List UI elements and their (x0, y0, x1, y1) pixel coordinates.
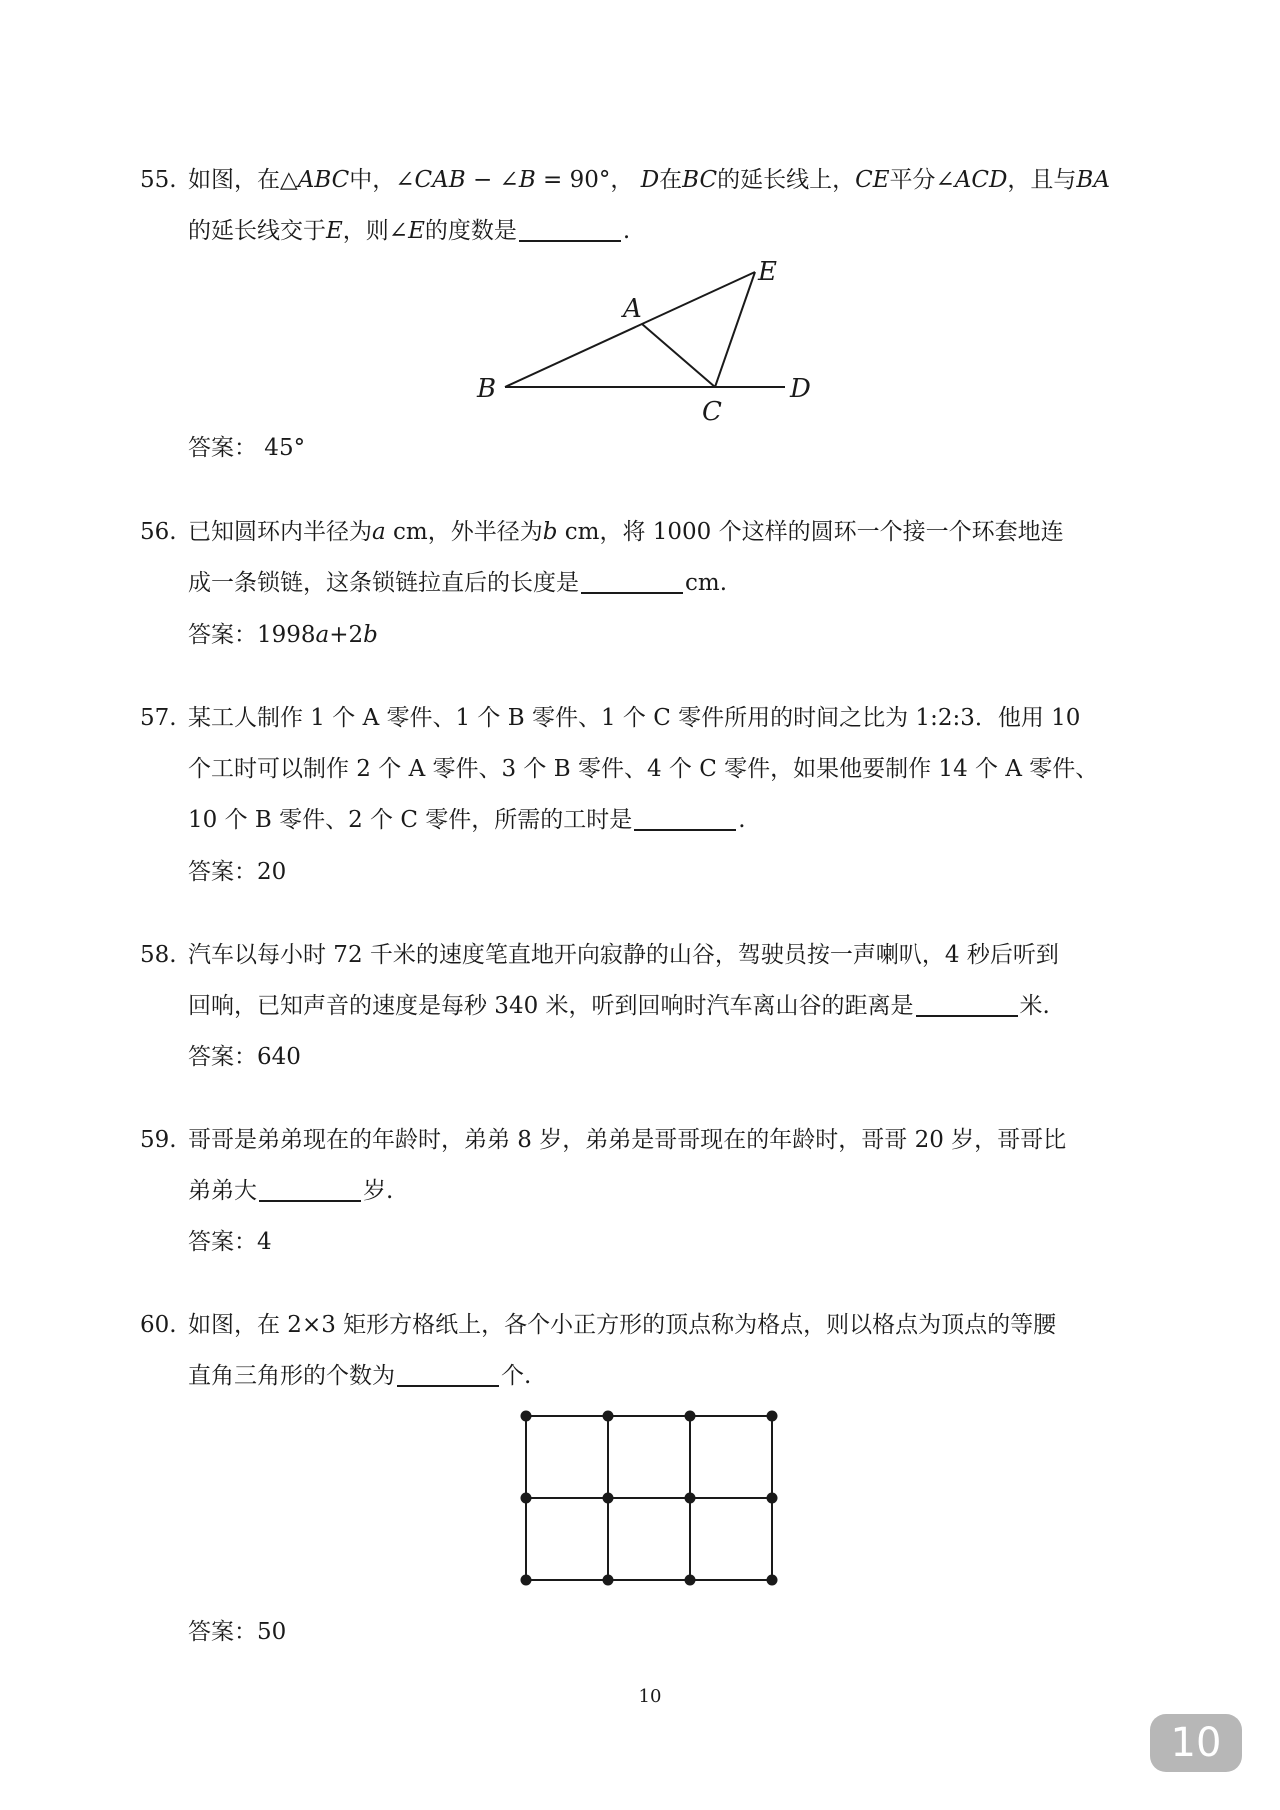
question-56-line-1: 56. 已知圆环内半径为a cm，外半径为b cm，将 1000 个这样的圆环一个接一个环套地连 (140, 507, 1160, 558)
answer-56: 答案：1998a+2b (188, 622, 378, 648)
label-a: A (623, 294, 642, 324)
answer-blank[interactable] (397, 1355, 499, 1387)
question-57-line-1: 57. 某工人制作 1 个 A 零件、1 个 B 零件、1 个 C 零件所用的时间之比为 1:2:3．他用 10 (140, 693, 1160, 744)
lattice-point (521, 1411, 532, 1422)
answer-blank[interactable] (634, 799, 736, 831)
question-number: 59. (140, 1127, 177, 1153)
question-number: 56. (140, 519, 177, 545)
answer-blank[interactable] (581, 562, 683, 594)
page-number: 10 (638, 1686, 662, 1707)
line-be (505, 272, 755, 387)
answer-blank[interactable] (259, 1170, 361, 1202)
label-e: E (758, 257, 777, 287)
line-ac (642, 324, 715, 387)
question-57-line-2: 个工时可以制作 2 个 A 零件、3 个 B 零件、4 个 C 零件，如果他要制作 14 个 A 零件、 (188, 756, 1099, 782)
answer-59: 答案：4 (188, 1229, 272, 1255)
answer-55: 答案： 45° (188, 435, 306, 461)
label-c: C (702, 397, 722, 427)
question-57 (140, 693, 1160, 846)
lattice-point (603, 1411, 614, 1422)
lattice-point (685, 1411, 696, 1422)
question-58-line-2: 回响，已知声音的速度是每秒 340 米，听到回响时汽车离山谷的距离是 米. (140, 981, 1160, 1032)
answer-blank[interactable] (519, 210, 621, 242)
lattice-point (685, 1493, 696, 1504)
question-58-line-1: 58. 汽车以每小时 72 千米的速度笔直地开向寂静的山谷，驾驶员按一声喇叭，4 秒后听到 (140, 930, 1160, 981)
label-d: D (790, 374, 811, 404)
line-ce (715, 272, 755, 387)
lattice-point (521, 1493, 532, 1504)
question-60-line-1: 60. 如图，在 2×3 矩形方格纸上，各个小正方形的顶点称为格点，则以格点为顶点的等腰 (140, 1300, 1160, 1351)
question-56-line-2: 成一条锁链，这条锁链拉直后的长度是 cm. (140, 558, 1160, 609)
answer-58: 答案：640 (188, 1044, 301, 1070)
question-55 (140, 155, 1160, 257)
question-number: 58. (140, 942, 177, 968)
question-60-line-2: 直角三角形的个数为 个. (140, 1351, 1160, 1402)
question-59-line-2: 弟弟大 岁. (140, 1166, 1160, 1217)
question-57-line-3: 10 个 B 零件、2 个 C 零件，所需的工时是 . (140, 795, 1160, 846)
question-55-line-1: 55. 如图，在△ABC中，∠CAB − ∠B = 90°， D在BC的延长线上，CE平分∠ACD，且与BA (140, 155, 1160, 206)
lattice-point (521, 1575, 532, 1586)
question-58 (140, 930, 1160, 1032)
lattice-point (603, 1575, 614, 1586)
lattice-point (767, 1493, 778, 1504)
triangle-figure (460, 250, 840, 430)
question-55-line-2: 的延长线交于E，则∠E的度数是 . (140, 206, 1160, 257)
answer-60: 答案：50 (188, 1619, 287, 1645)
question-60 (140, 1300, 1160, 1402)
question-59 (140, 1115, 1160, 1217)
question-number: 55. (140, 167, 177, 193)
page-badge: 10 (1150, 1714, 1242, 1772)
answer-blank[interactable] (916, 985, 1018, 1017)
label-b: B (477, 374, 497, 404)
question-59-line-1: 59. 哥哥是弟弟现在的年龄时，弟弟 8 岁，弟弟是哥哥现在的年龄时，哥哥 20 岁，哥哥比 (140, 1115, 1160, 1166)
question-number: 57. (140, 705, 177, 731)
lattice-point (767, 1575, 778, 1586)
lattice-point (603, 1493, 614, 1504)
lattice-point (685, 1575, 696, 1586)
question-number: 60. (140, 1312, 177, 1338)
answer-57: 答案：20 (188, 859, 287, 885)
grid-figure (510, 1400, 780, 1590)
question-56 (140, 507, 1160, 609)
lattice-point (767, 1411, 778, 1422)
